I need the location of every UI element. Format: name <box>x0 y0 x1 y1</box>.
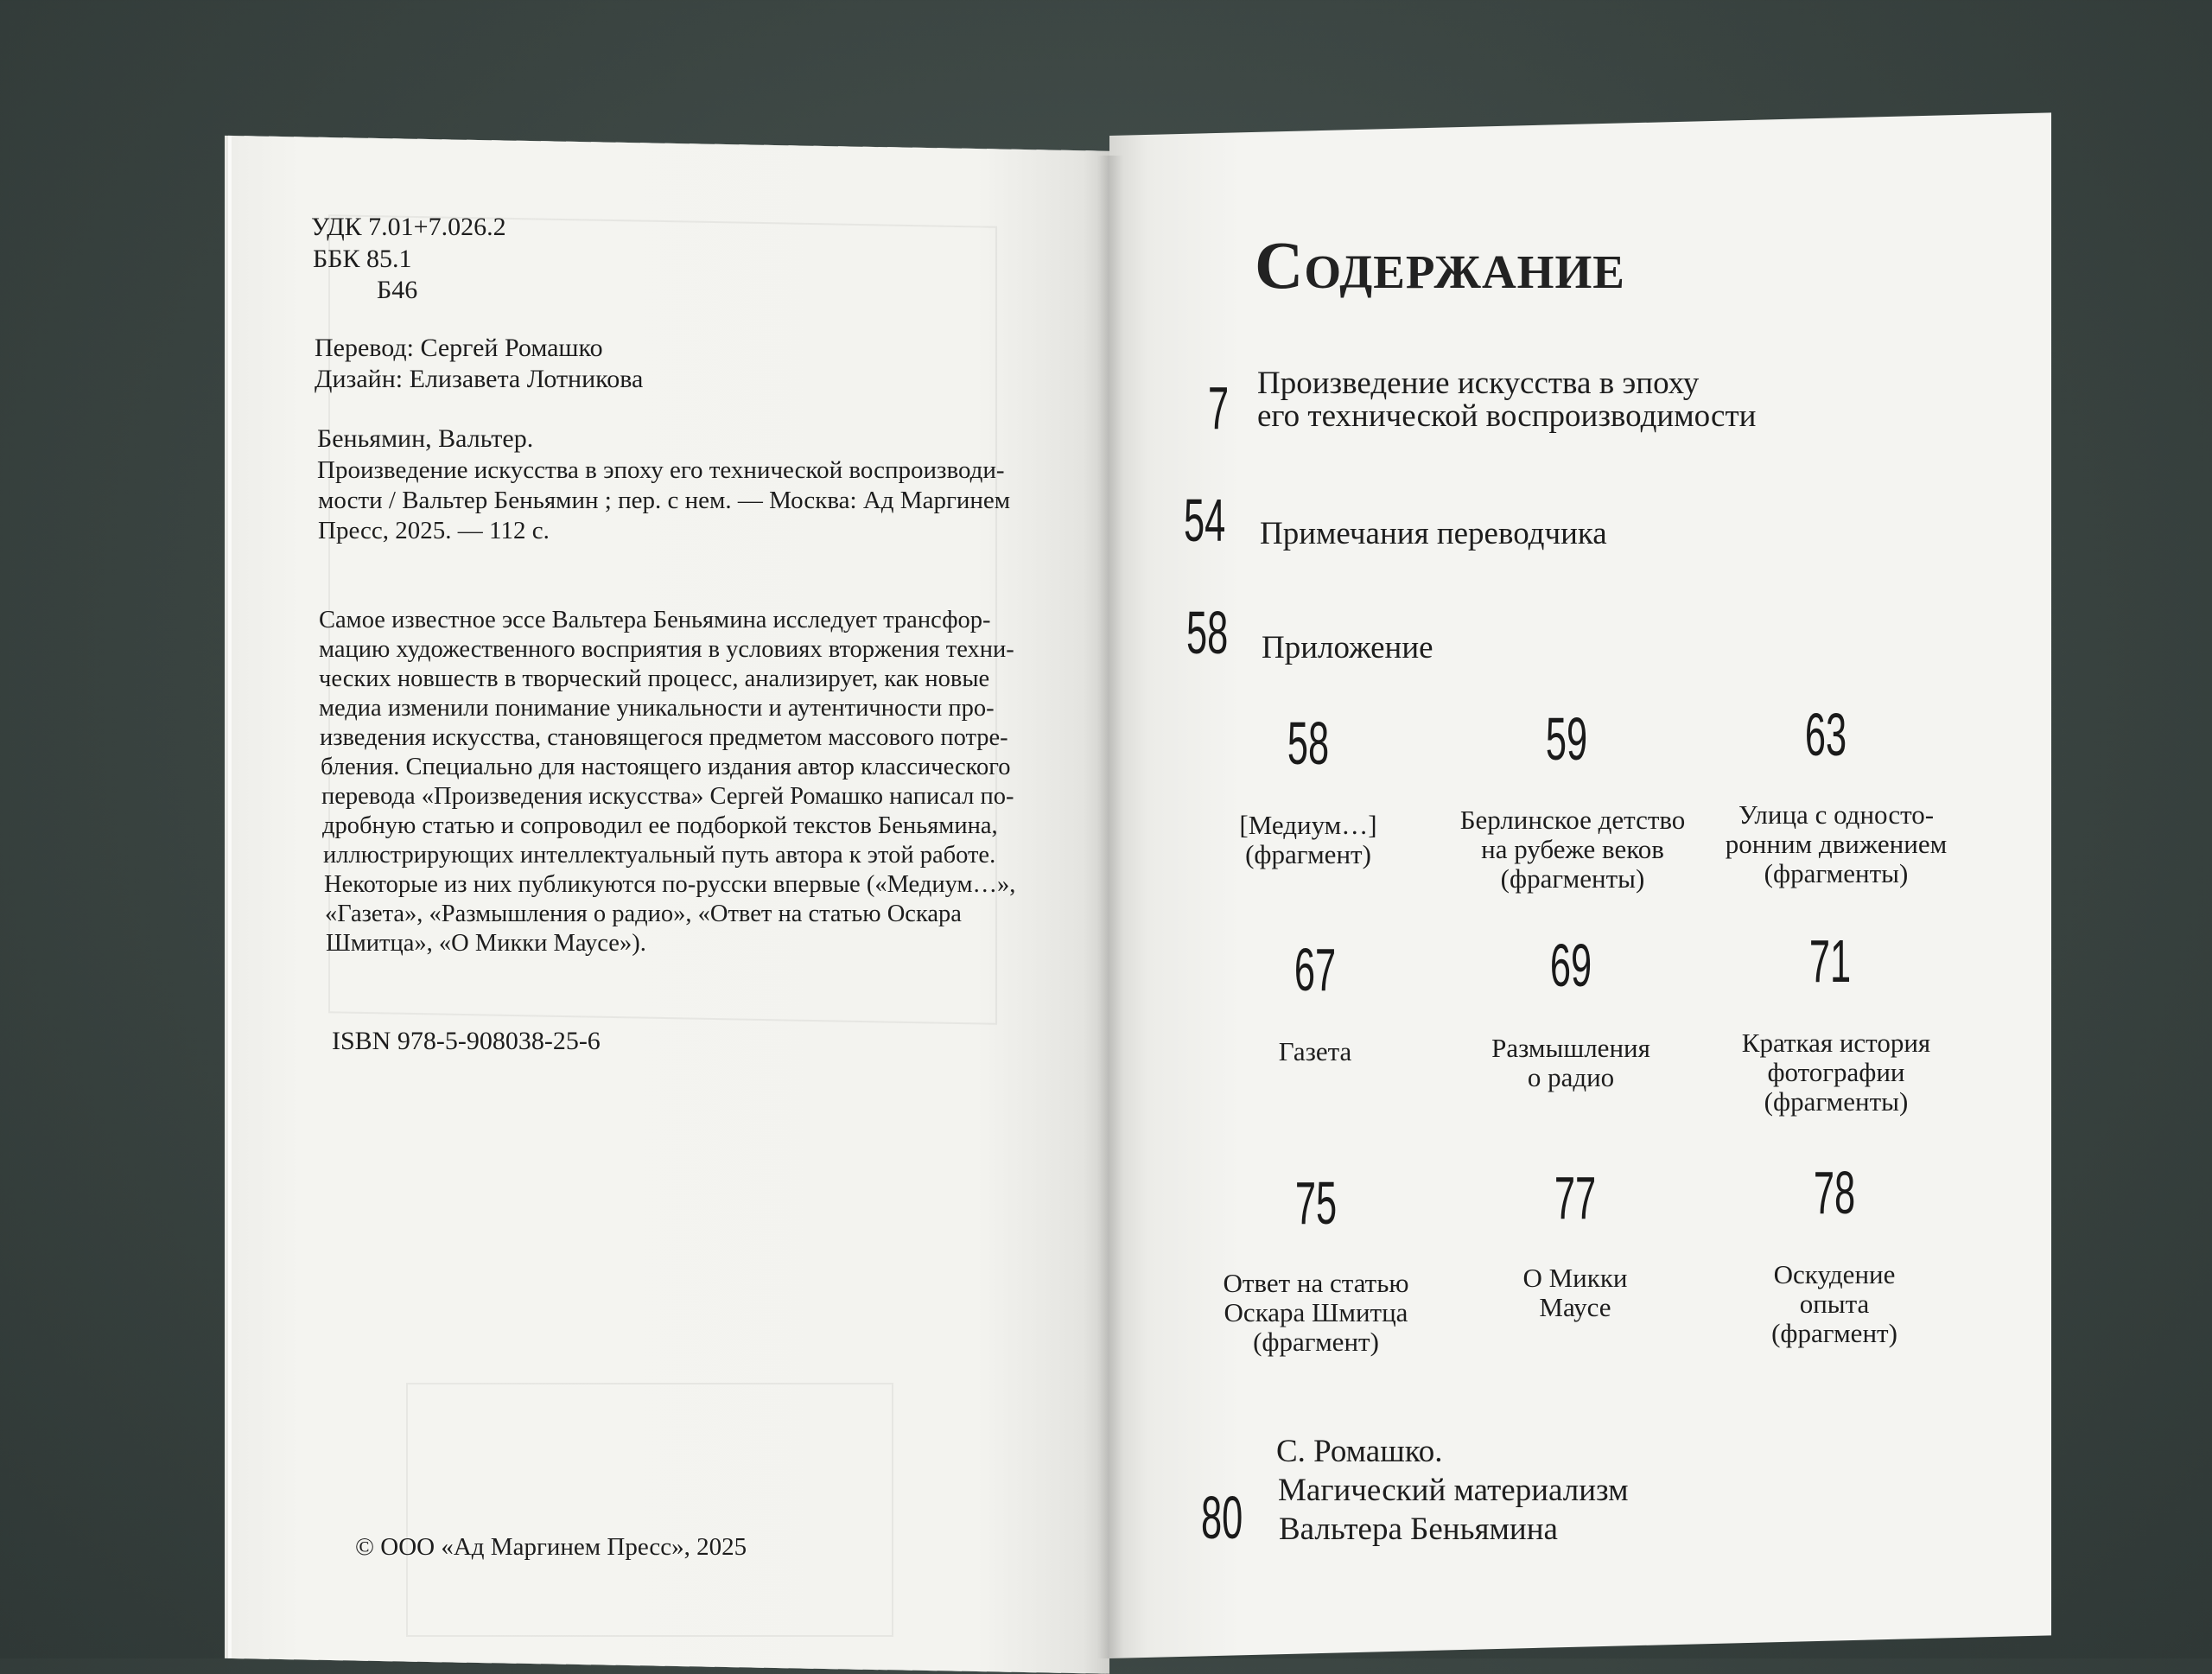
udk-code: УДК 7.01+7.026.2 <box>311 213 506 241</box>
isbn: ISBN 978-5-908038-25-6 <box>332 1027 601 1055</box>
appendix-entry <box>1437 1263 1713 1322</box>
appendix-entry-line: [Медиум…] <box>1239 810 1377 840</box>
appendix-entry-line: (фрагменты) <box>1764 858 1909 888</box>
appendix-entry <box>1433 1034 1709 1092</box>
appendix-entry <box>1178 1269 1454 1357</box>
appendix-page-number: 67 <box>1294 936 1337 1003</box>
annotation-line: медиа изменили понимание уникальности и аутентичности про- <box>319 695 995 722</box>
toc-page-number: 54 <box>1184 487 1226 554</box>
appendix-entry-line: Размышления <box>1491 1033 1650 1063</box>
appendix-entry-line: о радио <box>1527 1062 1615 1092</box>
appendix-entry-line: фотографии <box>1767 1057 1905 1087</box>
annotation-line: иллюстрирующих интеллектуальный путь автора к этой работе. <box>323 842 996 869</box>
translator-credit: Перевод: Сергей Ромашко <box>315 334 603 362</box>
annotation-line: Шмитца», «О Микки Маусе»). <box>326 930 646 957</box>
bibliographic-line: Произведение искусства в эпоху его технической воспроизводи- <box>317 456 1005 484</box>
appendix-entry <box>1430 805 1715 894</box>
toc-entry-line: Примечания переводчика <box>1260 516 1607 551</box>
appendix-entry-line: (фрагмент) <box>1771 1318 1897 1348</box>
show-through-frame-lower <box>406 1383 893 1637</box>
annotation-line: дробную статью и сопроводил ее подборкой текстов Беньямина, <box>322 812 998 839</box>
appendix-entry-line: ронним движением <box>1725 829 1948 859</box>
appendix-page-number: 78 <box>1813 1159 1856 1226</box>
appendix-page-number: 69 <box>1549 932 1592 999</box>
appendix-entry <box>1696 1260 1973 1348</box>
bbk-code: ББК 85.1 <box>313 245 412 273</box>
toc-entry-line: его технической воспроизводимости <box>1257 398 1757 434</box>
toc-entry-line: Вальтера Беньямина <box>1279 1512 1558 1547</box>
book-spine <box>1097 156 1123 1658</box>
appendix-page-number: 71 <box>1808 927 1852 995</box>
annotation-line: перевода «Произведения искусства» Сергей Ромашко написал по- <box>321 783 1014 810</box>
appendix-entry-line: Оскудение <box>1773 1259 1896 1289</box>
toc-page-number: 58 <box>1186 599 1229 666</box>
appendix-entry-line: (фрагменты) <box>1500 863 1645 894</box>
annotation-line: Некоторые из них публикуются по-русски впервые («Медиум…», <box>324 871 1016 898</box>
annotation-line: «Газета», «Размышления о радио», «Ответ на статью Оскара <box>325 901 962 927</box>
toc-entry-line: Магический материализм <box>1278 1473 1629 1508</box>
annotation-line: мацию художественного восприятия в условиях вторжения техни- <box>319 636 1014 663</box>
toc-page-number: 80 <box>1201 1484 1243 1551</box>
appendix-page-number: 58 <box>1287 710 1330 777</box>
appendix-entry-line: (фрагменты) <box>1764 1086 1909 1117</box>
appendix-entry-line: Маусе <box>1539 1292 1611 1322</box>
appendix-page-number: 77 <box>1554 1164 1597 1232</box>
appendix-page-number: 59 <box>1545 705 1588 773</box>
appendix-entry-line: Ответ на статью <box>1223 1268 1409 1298</box>
appendix-entry-line: (фрагмент) <box>1245 839 1371 869</box>
appendix-page-number: 63 <box>1804 701 1847 768</box>
appendix-entry-line: на рубеже веков <box>1481 834 1664 864</box>
bibliographic-line: Пресс, 2025. — 112 с. <box>318 517 550 544</box>
contents-title: Содержание <box>1255 227 1625 302</box>
toc-entry-line: Приложение <box>1262 630 1433 665</box>
bibliographic-author: Беньямин, Вальтер. <box>317 424 534 453</box>
appendix-entry-line: Берлинское детство <box>1459 805 1686 835</box>
appendix-entry-line: Оскара Шмитца <box>1224 1297 1408 1327</box>
annotation-line: Самое известное эссе Вальтера Беньямина исследует трансфор- <box>319 607 991 633</box>
appendix-entry-line: Газета <box>1278 1036 1352 1066</box>
copyright-notice: © ООО «Ад Маргинем Пресс», 2025 <box>355 1533 747 1561</box>
bibliographic-line: мости / Вальтер Беньямин ; пер. с нем. — Москва: Ад Маргинем <box>318 487 1011 514</box>
appendix-page-number: 75 <box>1294 1169 1338 1237</box>
appendix-entry <box>1177 1037 1453 1066</box>
annotation-line: бления. Специально для настоящего издания автор классического <box>321 754 1011 780</box>
appendix-entry-line: О Микки <box>1522 1263 1628 1293</box>
appendix-entry-line: Улица с односто- <box>1738 799 1935 830</box>
toc-entry-line: Произведение искусства в эпоху <box>1257 366 1700 401</box>
appendix-entry-line: (фрагмент) <box>1253 1327 1379 1357</box>
appendix-entry <box>1689 800 1983 888</box>
appendix-entry-line: Краткая история <box>1741 1028 1931 1058</box>
toc-entry-line: С. Ромашко. <box>1276 1434 1443 1469</box>
appendix-entry <box>1694 1028 1979 1117</box>
author-mark: Б46 <box>377 276 418 304</box>
annotation-line: изведения искусства, становящегося предметом массового потре- <box>320 724 1008 751</box>
designer-credit: Дизайн: Елизавета Лотникова <box>315 365 644 393</box>
annotation-line: ческих новшеств в творческий процесс, анализирует, как новые <box>319 665 990 692</box>
toc-page-number: 7 <box>1208 374 1230 442</box>
appendix-entry <box>1170 811 1446 869</box>
appendix-entry-line: опыта <box>1799 1289 1870 1319</box>
